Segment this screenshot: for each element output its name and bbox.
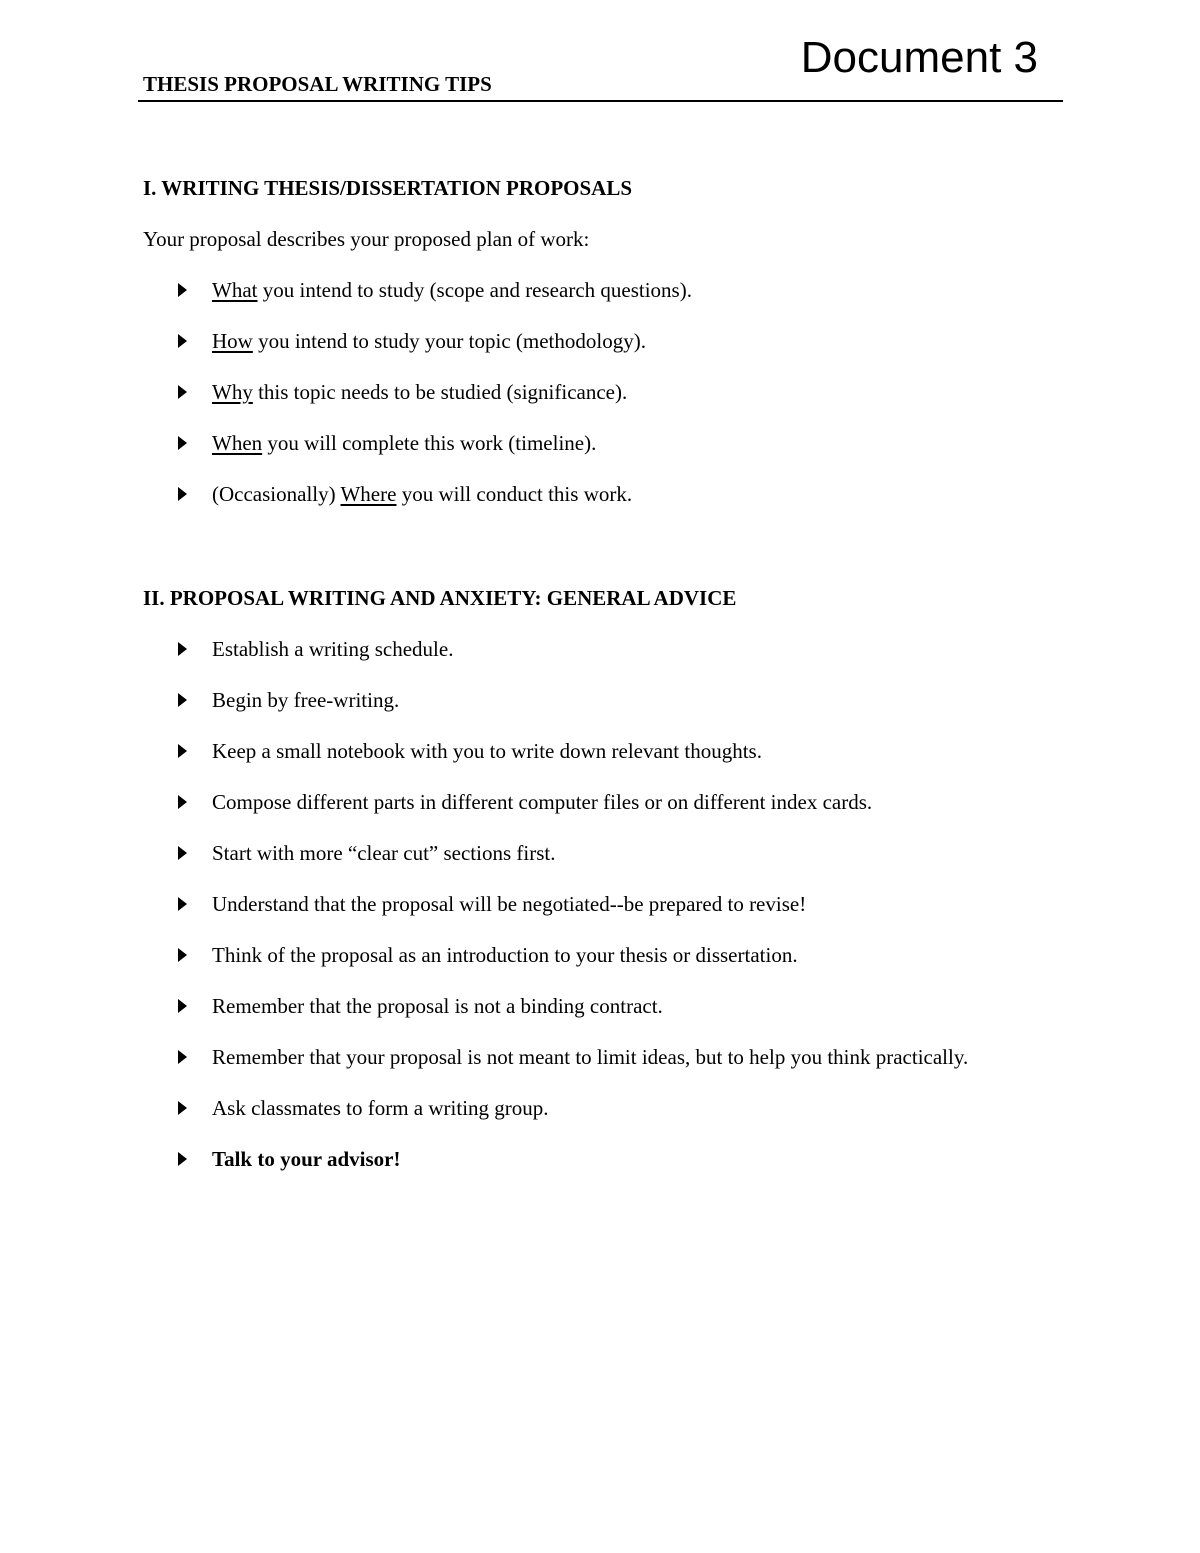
bullet-arrow-icon	[178, 897, 187, 911]
list-item	[143, 635, 1023, 663]
section-heading: II. PROPOSAL WRITING AND ANXIETY: GENERAL ADVICE	[143, 586, 737, 610]
advice-list	[143, 635, 1023, 1173]
bullet-arrow-icon	[178, 283, 187, 297]
bullet-arrow-icon	[178, 1152, 187, 1166]
item-text: this topic needs to be studied (significance).	[252, 380, 628, 404]
list-item	[143, 788, 1023, 816]
section-heading: I. WRITING THESIS/DISSERTATION PROPOSALS	[143, 176, 633, 200]
section-writing-proposals	[143, 174, 1023, 508]
document-number-label: Document 3	[800, 33, 1038, 82]
item-text: Compose different parts in different computer files or on different index cards.	[212, 790, 873, 814]
bullet-arrow-icon	[178, 1050, 187, 1064]
item-keyword: When	[212, 431, 263, 455]
bullet-arrow-icon	[178, 795, 187, 809]
item-text: Ask classmates to form a writing group.	[212, 1096, 549, 1120]
item-text: you will complete this work (timeline).	[262, 431, 597, 455]
item-text: you will conduct this work.	[396, 482, 633, 506]
list-item	[143, 686, 1023, 714]
list-item	[143, 1094, 1023, 1122]
document-body	[143, 174, 1023, 1173]
proposal-plan-list	[143, 276, 1023, 508]
item-text-emphasis: Talk to your advisor!	[212, 1147, 401, 1171]
bullet-arrow-icon	[178, 744, 187, 758]
header-rule	[138, 100, 1063, 102]
bullet-arrow-icon	[178, 436, 187, 450]
item-text: Begin by free-writing.	[212, 688, 400, 712]
bullet-arrow-icon	[178, 693, 187, 707]
item-keyword: What	[212, 278, 258, 302]
section-intro: Your proposal describes your proposed plan of work:	[143, 227, 590, 251]
bullet-arrow-icon	[178, 1101, 187, 1115]
list-item	[143, 737, 1023, 765]
item-text: Understand that the proposal will be negotiated--be prepared to revise!	[212, 892, 807, 916]
item-text: you intend to study (scope and research questions).	[257, 278, 692, 302]
bullet-arrow-icon	[178, 487, 187, 501]
list-item	[143, 429, 1023, 457]
item-text: you intend to study your topic (methodology).	[252, 329, 646, 353]
list-item	[143, 839, 1023, 867]
item-text: Remember that your proposal is not meant to limit ideas, but to help you think practically.	[212, 1045, 969, 1069]
bullet-arrow-icon	[178, 385, 187, 399]
item-keyword: How	[212, 329, 253, 353]
bullet-arrow-icon	[178, 334, 187, 348]
bullet-arrow-icon	[178, 642, 187, 656]
list-item	[143, 1043, 1023, 1071]
list-item	[143, 327, 1023, 355]
item-keyword: Why	[212, 380, 253, 404]
item-text: Establish a writing schedule.	[212, 637, 454, 661]
item-text: Remember that the proposal is not a binding contract.	[212, 994, 663, 1018]
list-item	[143, 378, 1023, 406]
bullet-arrow-icon	[178, 999, 187, 1013]
list-item	[143, 276, 1023, 304]
item-keyword: Where	[340, 482, 397, 506]
item-text: Think of the proposal as an introduction to your thesis or dissertation.	[212, 943, 798, 967]
item-text: Start with more “clear cut” sections first.	[212, 841, 556, 865]
bullet-arrow-icon	[178, 846, 187, 860]
list-item	[143, 480, 1023, 508]
section-general-advice	[143, 584, 1023, 1173]
item-prefix: (Occasionally)	[212, 482, 341, 506]
list-item	[143, 890, 1023, 918]
list-item	[143, 941, 1023, 969]
list-item	[143, 992, 1023, 1020]
item-text: Keep a small notebook with you to write down relevant thoughts.	[212, 739, 762, 763]
running-header-title: THESIS PROPOSAL WRITING TIPS	[143, 72, 492, 96]
list-item	[143, 1145, 1023, 1173]
bullet-arrow-icon	[178, 948, 187, 962]
